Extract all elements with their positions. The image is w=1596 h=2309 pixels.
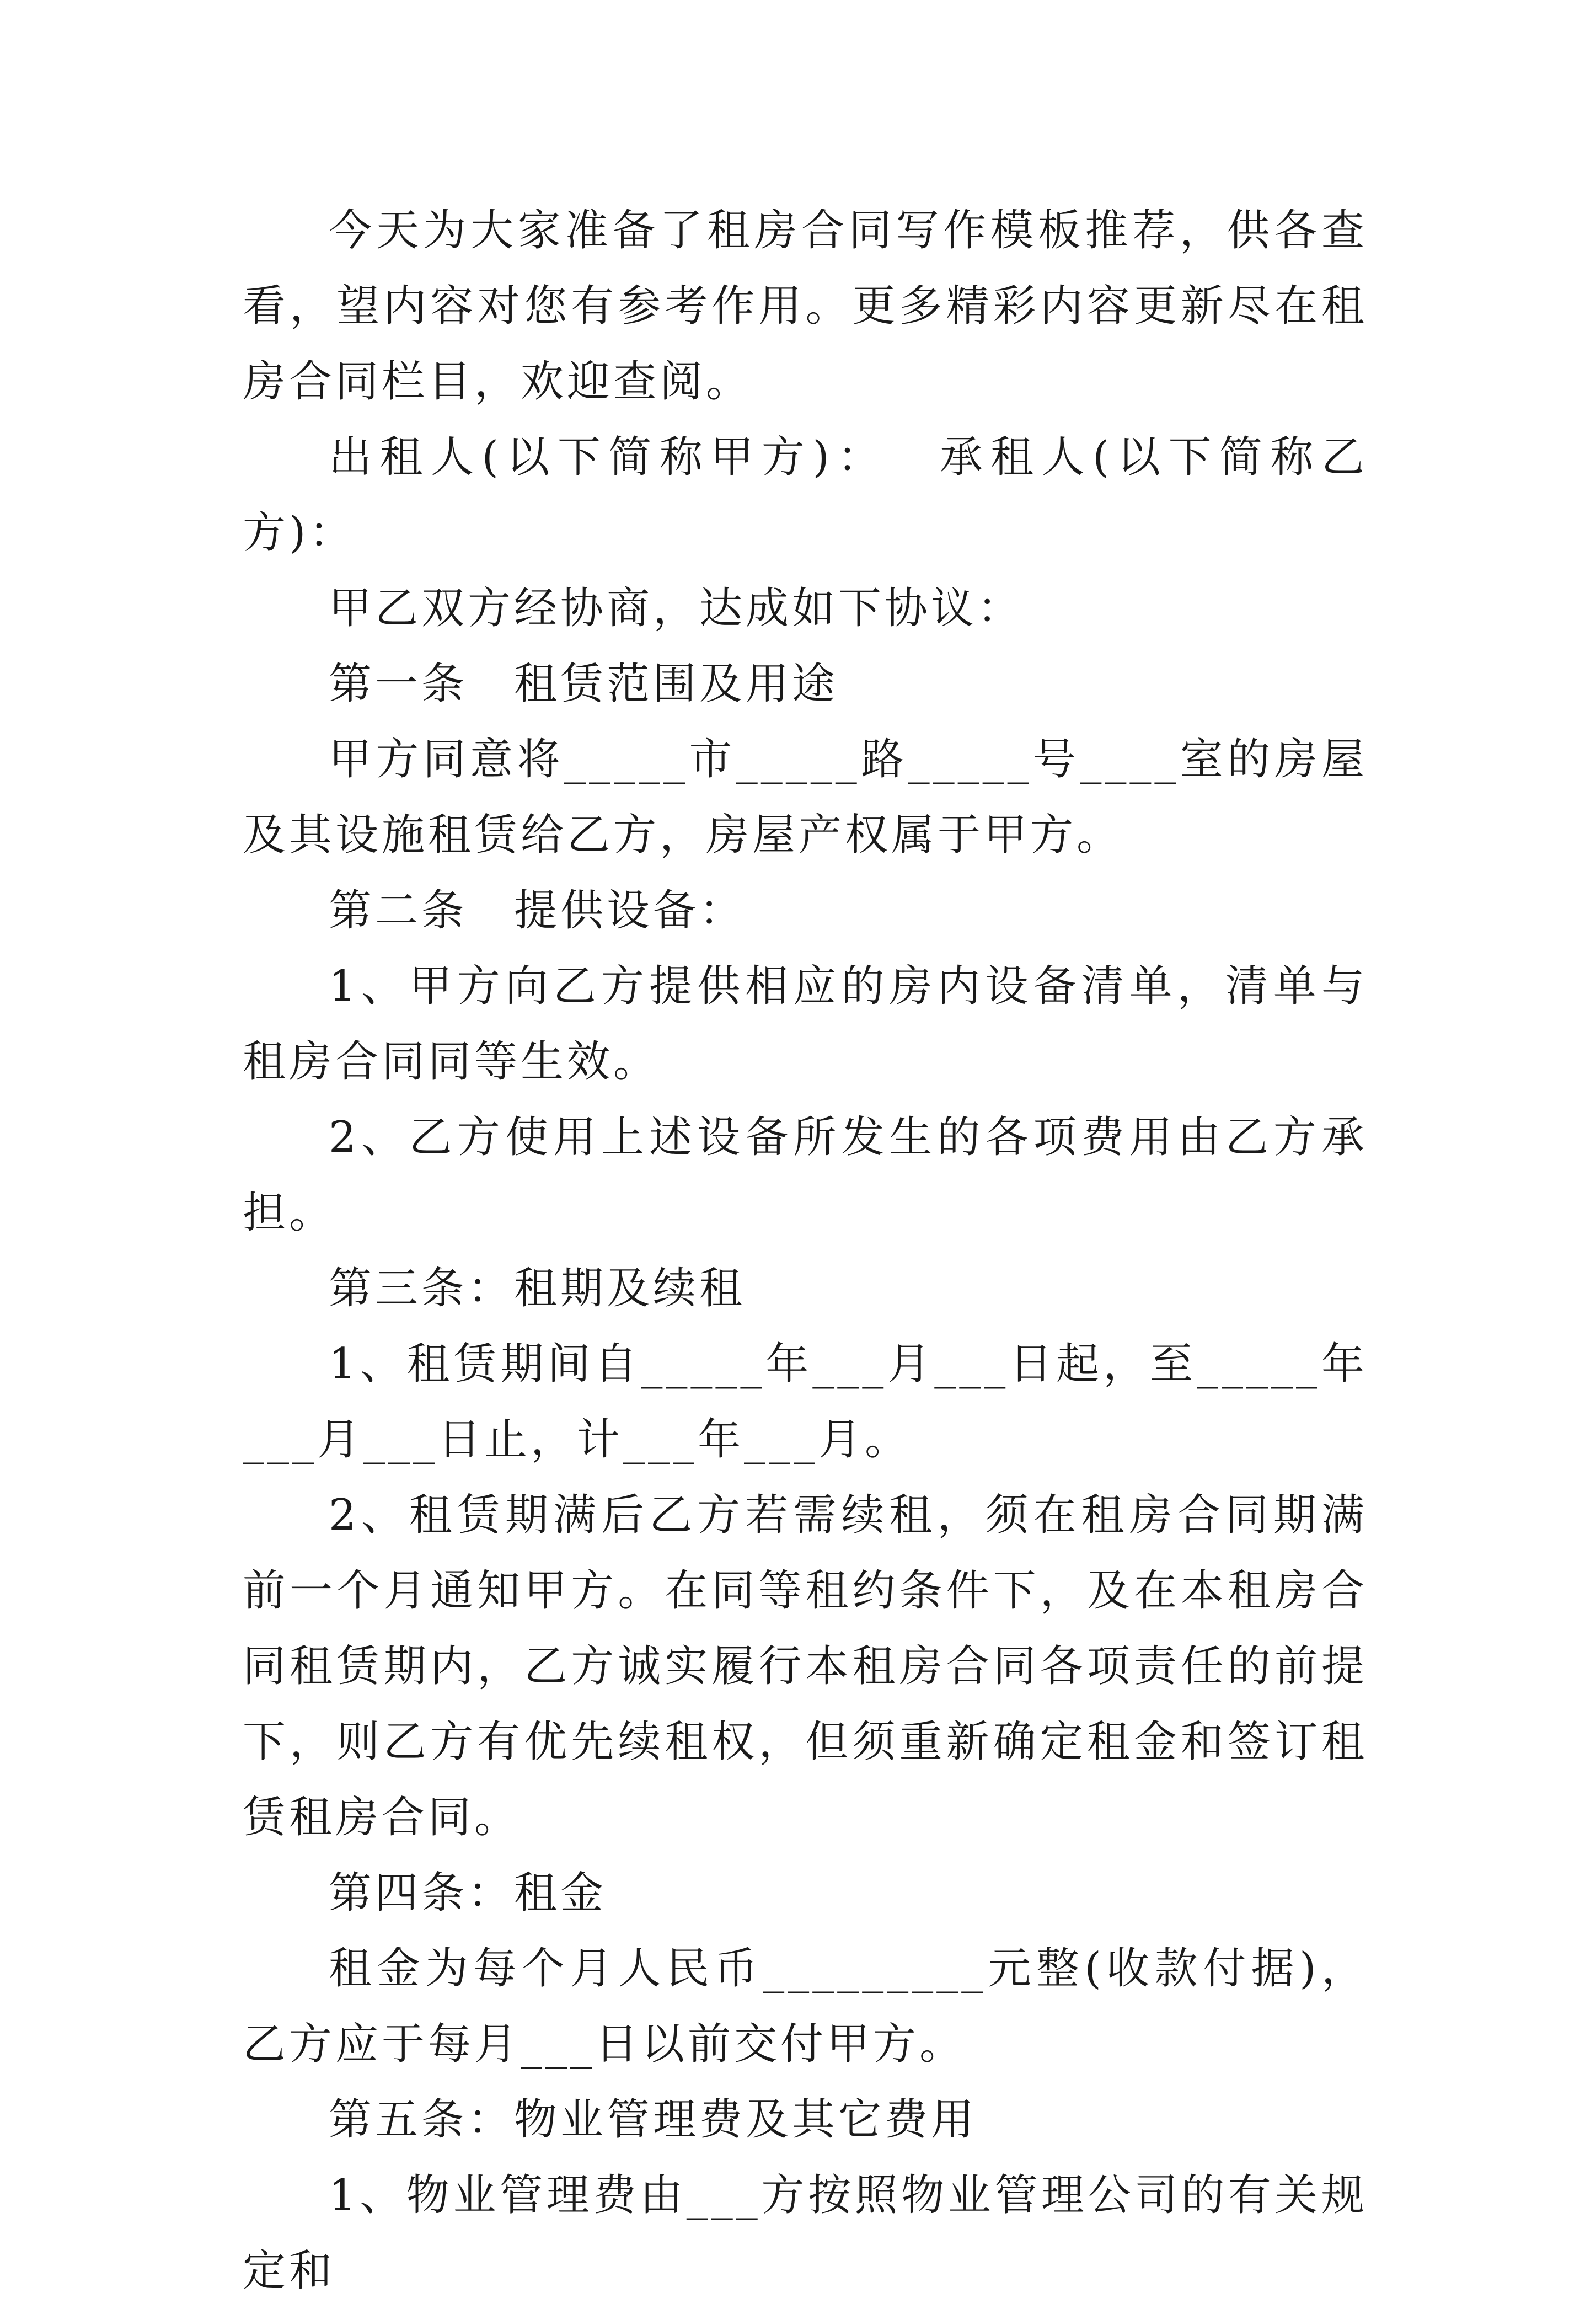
article-3-heading: 第三条：租期及续租 (329, 1264, 746, 1313)
article-5-item-1: 1、物业管理费由___方按照物业管理公司的有关规定和 (243, 2171, 1368, 2296)
agreement-line: 甲乙双方经协商，达成如下协议： (329, 584, 1024, 633)
article-2-heading: 第二条 提供设备： (329, 886, 746, 936)
article-5-heading: 第五条：物业管理费及其它费用 (329, 2095, 978, 2145)
article-1-text: 甲方同意将_____市_____路_____号____室的房屋及其设施租赁给乙方，房屋产权属于甲方。 (243, 735, 1368, 860)
article-3-item-1: 1、租赁期间自_____年___月___日起，至_____年___月___日止，计___年___月。 (243, 1339, 1368, 1464)
document-body (243, 193, 1368, 2309)
article-2-item-1: 1、甲方向乙方提供相应的房内设备清单，清单与租房合同同等生效。 (243, 961, 1368, 1087)
article-2-item-2: 2、乙方使用上述设备所发生的各项费用由乙方承担。 (243, 1113, 1368, 1238)
article-4-text: 租金为每个月人民币_________元整(收款付据)，乙方应于每月___日以前交付甲方。 (243, 1944, 1368, 2069)
article-1-heading: 第一条 租赁范围及用途 (329, 659, 839, 709)
article-4-heading: 第四条：租金 (329, 1868, 607, 1918)
article-3-item-2: 2、租赁期满后乙方若需续租，须在租房合同期满前一个月通知甲方。在同等租约条件下，及在本租房合同租赁期内，乙方诚实履行本租房合同各项责任的前提下，则乙方有优先续租权，但须重新确定租金和签订租赁租房合同。 (243, 1490, 1368, 1842)
intro-paragraph: 今天为大家准备了租房合同写作模板推荐，供各查看，望内容对您有参考作用。更多精彩内容更新尽在租房合同栏目，欢迎查阅。 (243, 206, 1368, 407)
parties-line: 出租人(以下简称甲方)： 承租人(以下简称乙方)： (243, 432, 1368, 558)
